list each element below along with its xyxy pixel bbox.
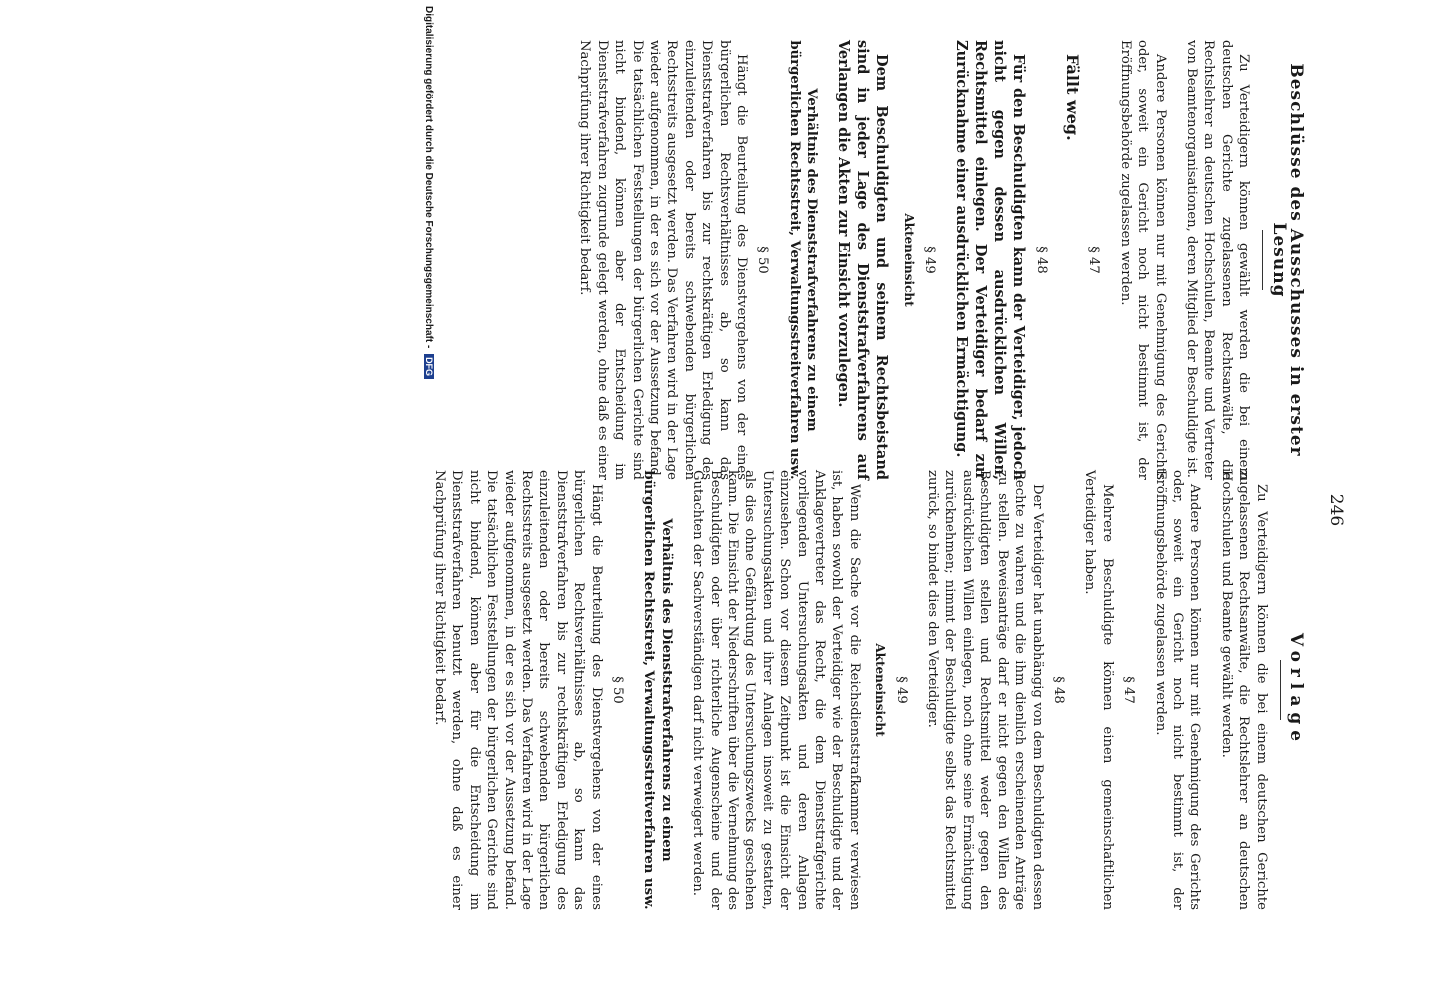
paragraph: Für den Beschuldigten kann der Verteidiger, jedoch nicht gegen dessen ausdrücklichen Willen, Rechtsmittel einlegen. Der Verteidiger bedarf zur Zurücknahme einer ausdrücklichen Ermächtigung. — [953, 40, 1028, 480]
column-header-beschluesse: Beschlüsse des Ausschusses in erster Lesung — [1268, 63, 1306, 457]
paragraph: Andere Personen können nur mit Genehmigung des Gerichts oder, soweit ein Gericht noch nicht bestimmt ist, der Eröffnungsbehörde zugelassen werden. — [1117, 40, 1168, 480]
paragraph: Hängt die Beurteilung des Dienstvergehens von der eines bürgerlichen Rechtsverhältnisses ab, so kann das Dienststrafverfahren bis zur rechtskräftigen Erledigung des einzuleitenden oder bereits schwebenden bürgerlichen Rechtsstreits ausgesetzt werden. Das Verfahren wird in der Lage wieder aufgenommen, in der es sich vor der Aussetzung befand. Die tatsächlichen Feststellungen der bürgerlichen Gerichte sind nicht bindend, können aber der Entscheidung im Dienststrafverfahren zugrunde gelegt werden, ohne daß es einer Nachprüfung ihrer Richtigkeit bedarf. — [577, 40, 750, 480]
paragraph: Andere Personen können nur mit Genehmigung des Gerichts oder, soweit ein Gericht noch nicht bestimmt ist, der Eröffnungsbehörde zugelassen werden. — [1152, 470, 1203, 910]
paragraph: Zu Verteidigern können die bei einem deutschen Gerichte zugelassenen Rechtsanwälte, die Rechtslehrer an deutschen Hochschulen und Beamte gewählt werden. — [1218, 470, 1269, 910]
section-heading: Verhältnis des Dienststrafverfahrens zu einem bürgerlichen Rechtsstreit, Verwaltungsstreitverfahren usw. — [641, 470, 674, 910]
paragraph: Wenn die Sache vor die Reichsdienststrafkammer verwiesen ist, haben sowohl der Verteidiger wie der Beschuldigte und der Anklagevertreter das Recht, die dem Dienststrafgerichte vorliegenden Untersuchungsakten und deren Anlagen einzusehen. Schon vor diesem Zeitpunkt ist die Einsicht der Untersuchungsakten und ihrer Anlagen insoweit zu gestatten, als dies ohne Gefährdung des Untersuchungszwecks geschehen kann. Die Einsicht der Niederschriften über die Vernehmung des Beschuldigten oder über richterliche Augenscheine und der Gutachten der Sachverständigen darf nicht verweigert werden. — [690, 470, 862, 910]
section-heading: Verhältnis des Dienststrafverfahrens zu einem bürgerlichen Rechtsstreit, Verwaltungsstreitverfahren usw. — [786, 40, 820, 480]
section-number: § 49 — [922, 246, 938, 274]
section-subtitle: Akteneinsicht — [873, 643, 888, 737]
digitization-footer — [423, 6, 434, 379]
section-number: § 47 — [1121, 676, 1137, 704]
section-number: § 47 — [1086, 246, 1102, 274]
header-rule — [1262, 230, 1263, 290]
paragraph: Dem Beschuldigten und seinem Rechtsbeistand sind in jeder Lage des Dienststrafverfahrens auf Verlangen die Akten zur Einsicht vorzulegen. — [835, 40, 891, 480]
footer-text: Digitalisierung gefördert durch die Deutsche Forschungsgemeinschaft - — [423, 6, 434, 349]
paragraph: Der Verteidiger hat unabhängig von dem Beschuldigten dessen Rechte zu wahren und die ihm dienlich erscheinenden Anträge zu stellen. Beweisanträge darf er nicht gegen den Willen des Beschuldigten stellen und Rechtsmittel weder gegen den ausdrücklichen Willen einlegen, noch ohne seine Ermächtigung zurücknehmen; nimmt der Beschuldigte selbst das Rechtsmittel zurück, so bindet dies den Verteidiger. — [925, 470, 1045, 910]
section-number: § 50 — [610, 676, 625, 704]
paragraph: Hängt die Beurteilung des Dienstvergehens von der eines bürgerlichen Rechtsverhältnisses ab, so kann das Dienststrafverfahren bis zur rechtskräftigen Erledigung des einzuleitenden oder bereits schwebenden bürgerlichen Rechtsstreits ausgesetzt werden. Das Verfahren wird in der Lage wieder aufgenommen, in der es sich vor der Aussetzung befand. Die tatsächlichen Feststellungen der bürgerlichen Gerichte sind nicht bindend, können aber für die Entscheidung im Dienststrafverfahren benutzt werden, ohne daß es einer Nachprüfung ihrer Richtigkeit bedarf. — [431, 470, 604, 910]
section-number: § 49 — [893, 676, 909, 704]
column-header-vorlage: Vorlage — [1286, 632, 1306, 748]
column-beschluesse — [562, 40, 1304, 480]
header-rule — [1280, 660, 1281, 720]
paragraph: Mehrere Beschuldigte können einen gemeinschaftlichen Verteidiger haben. — [1082, 470, 1115, 910]
paragraph: Fällt weg. — [1062, 54, 1082, 141]
section-subtitle: Akteneinsicht — [901, 213, 916, 307]
section-number: § 48 — [1050, 676, 1066, 704]
paragraph: Zu Verteidigern können gewählt werden die bei einem deutschen Gerichte zugelassenen Rechtsanwälte, die Rechtslehrer an deutschen Hochschulen, Beamte und Vertreter von Beamtenorganisationen, deren Mitglied der Beschuldigte ist. — [1183, 40, 1252, 480]
page-number: 246 — [1326, 493, 1346, 527]
section-number: § 48 — [1033, 246, 1049, 274]
dfg-logo: DFG — [424, 354, 434, 379]
section-number: § 50 — [755, 246, 771, 274]
column-vorlage — [417, 470, 1304, 910]
